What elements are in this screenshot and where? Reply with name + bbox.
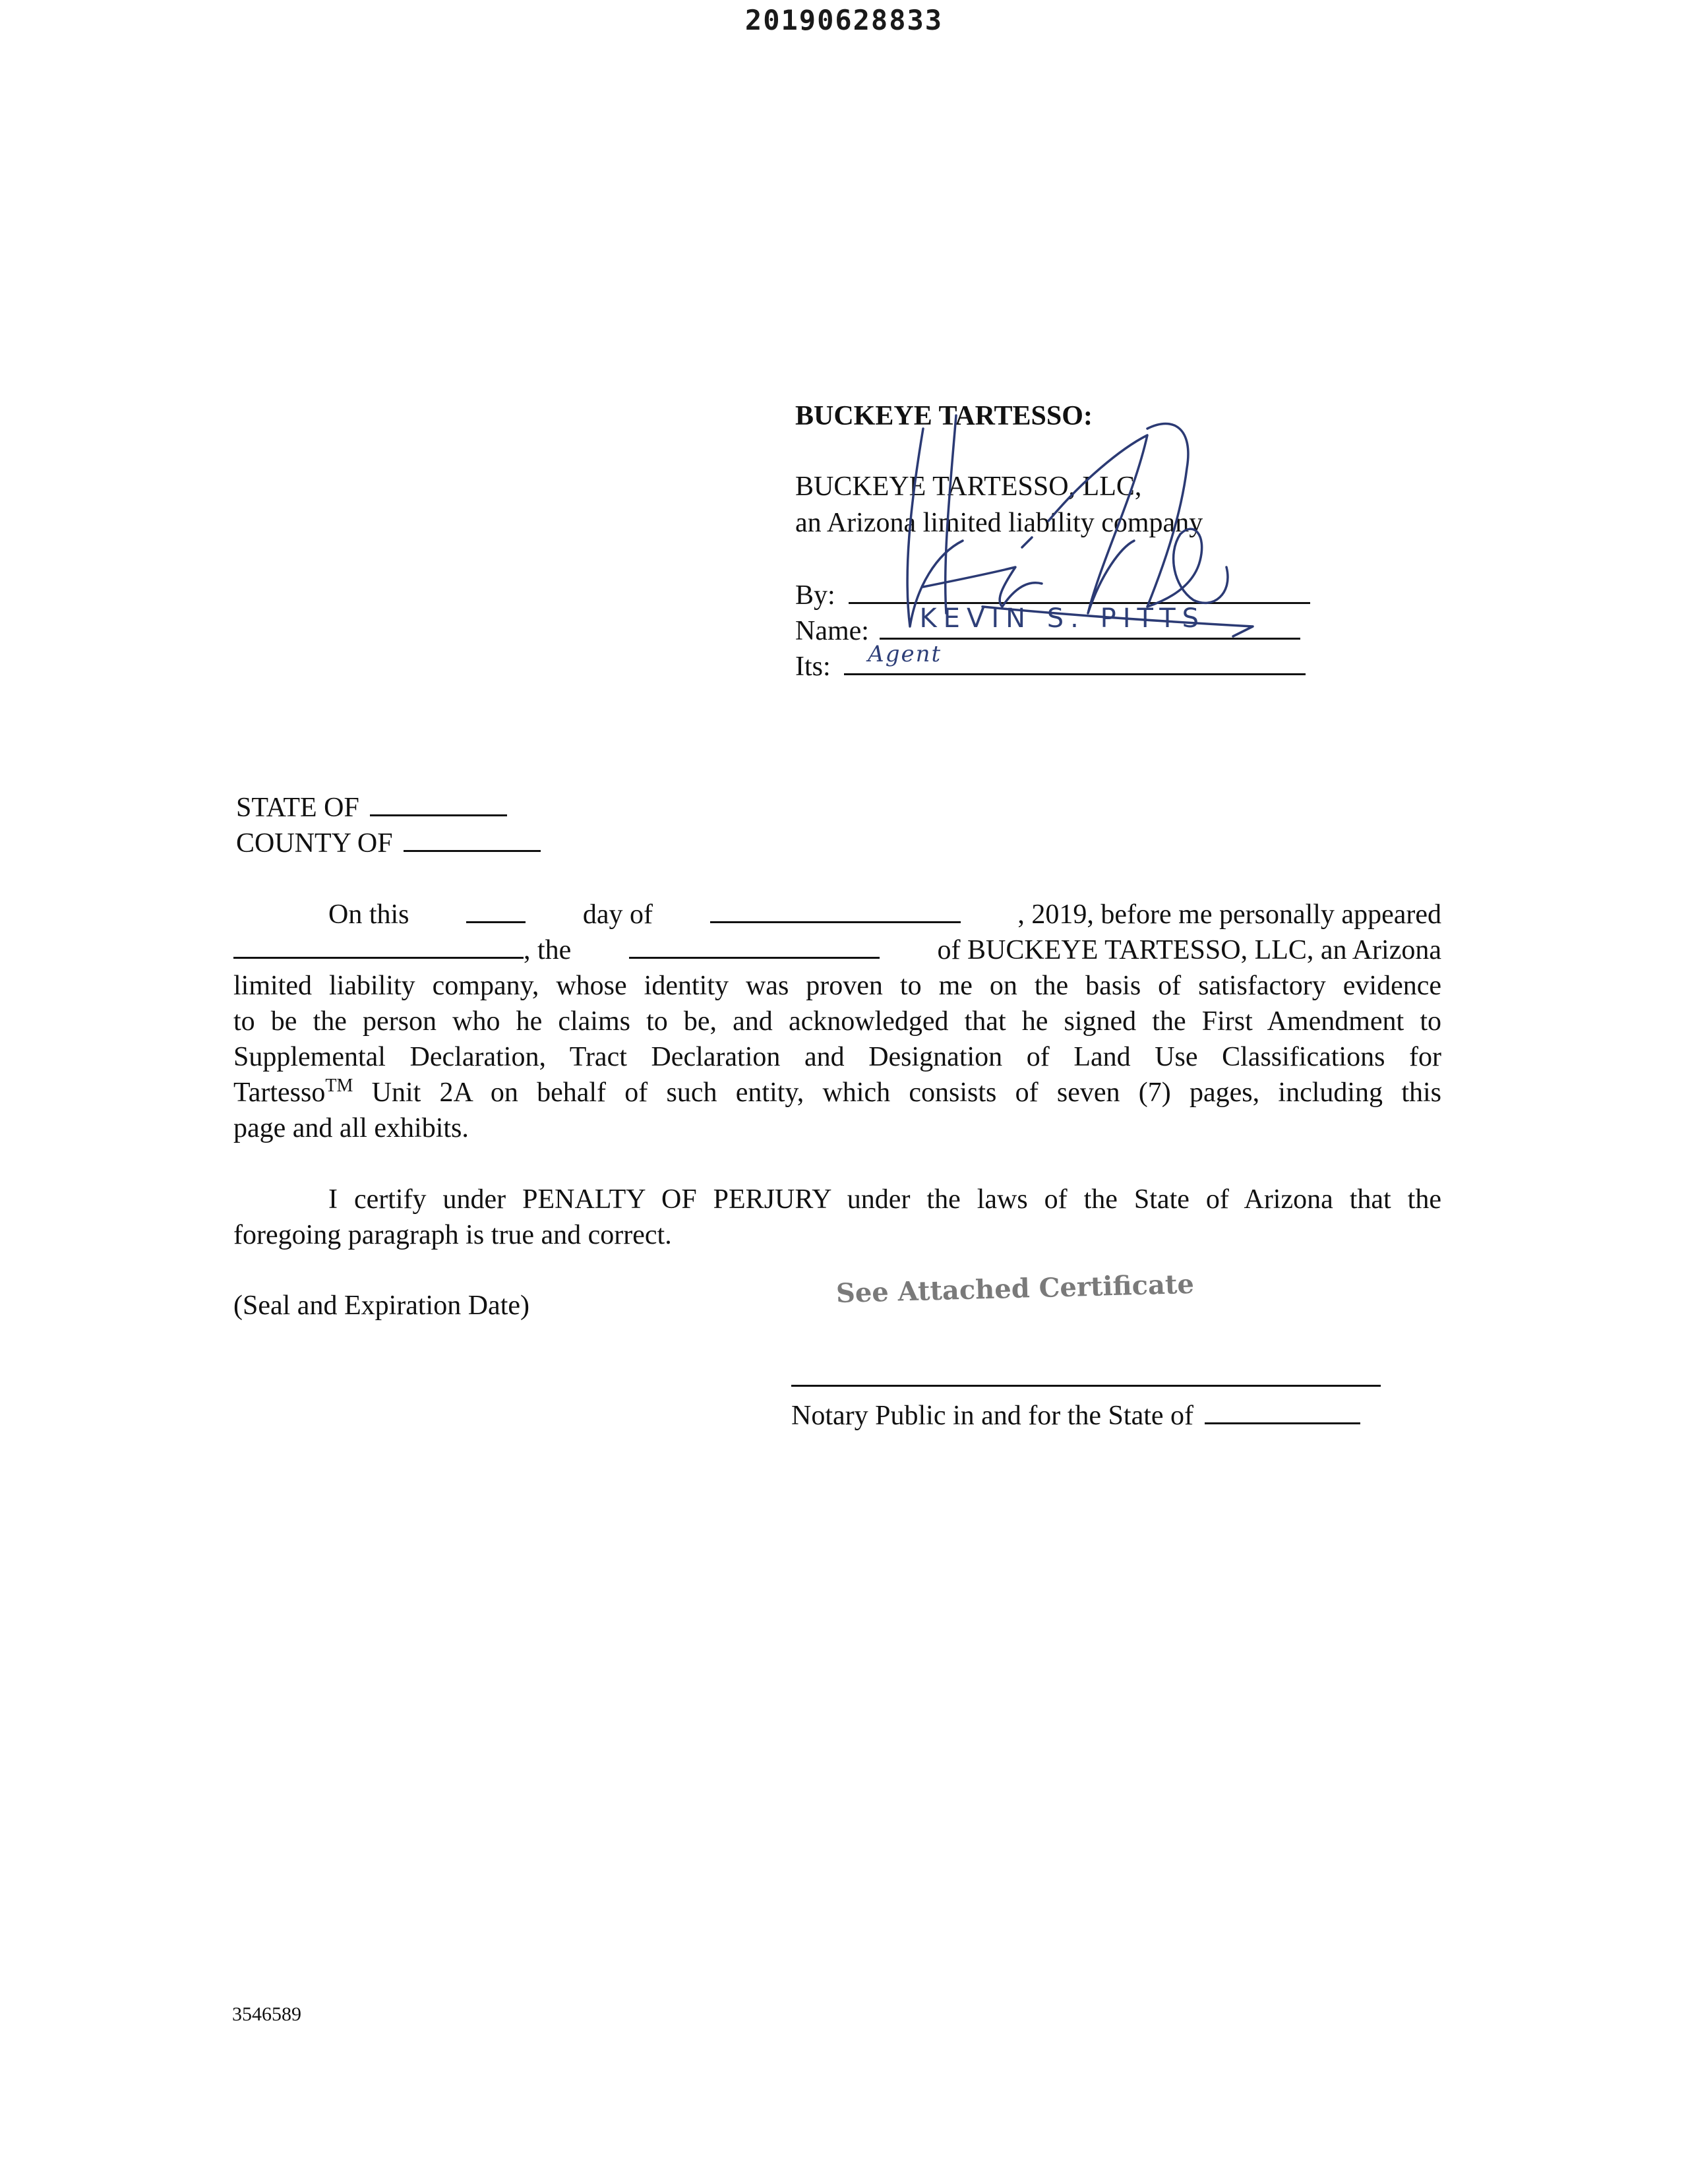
month-blank [710, 897, 961, 923]
appeared-name-blank [233, 933, 524, 959]
its-label: Its: [795, 652, 831, 682]
recording-number: 3546589 [232, 2003, 301, 2025]
entity-name: BUCKEYE TARTESSO, LLC, [795, 471, 1142, 502]
ack-day-of: day of [582, 899, 653, 930]
cert-line-2: foregoing paragraph is true and correct. [233, 1220, 672, 1250]
trademark-symbol: TM [325, 1076, 353, 1096]
notary-signature-line [791, 1385, 1381, 1387]
ack-line-6-rest: Unit 2A on behalf of such entity, which consists of seven (7) pages, including this [353, 1077, 1441, 1108]
its-handwritten: Agent [868, 641, 942, 667]
notary-label: Notary Public in and for the State of [791, 1401, 1194, 1431]
title-blank [629, 933, 880, 959]
notary-state-blank [1205, 1399, 1360, 1424]
county-line [236, 826, 541, 861]
entity-description: an Arizona limited liability company [795, 508, 1203, 538]
name-label: Name: [795, 616, 869, 646]
seal-label: (Seal and Expiration Date) [233, 1290, 529, 1321]
ack-tartesso: Tartesso [233, 1077, 326, 1108]
ack-year: , 2019, before me personally appeared [1017, 899, 1441, 930]
cert-line-1: I certify under PENALTY OF PERJURY under the laws of the State of Arizona that the [328, 1184, 1441, 1215]
document-number: 20190628833 [744, 4, 944, 36]
ack-line-4: to be the person who he claims to be, and acknowledged that he signed the First Amendment to [233, 1006, 1441, 1037]
ack-line-3: limited liability company, whose identity was proven to me on the basis of satisfactory evidence [233, 971, 1441, 1001]
state-blank [370, 791, 507, 816]
acknowledgment-paragraph [233, 897, 1441, 1146]
county-label: COUNTY OF [236, 828, 393, 859]
name-field [880, 603, 1300, 640]
its-line [795, 641, 1306, 684]
name-handwritten: KEVIN S. PITTS [919, 603, 1206, 634]
state-line [236, 790, 507, 826]
certification-paragraph [233, 1182, 1441, 1253]
ack-line-6 [233, 1075, 1441, 1110]
ack-appeared-group [233, 932, 571, 968]
entity-heading: BUCKEYE TARTESSO: [795, 401, 1093, 431]
its-field [844, 641, 1306, 675]
by-label: By: [795, 580, 835, 611]
ack-the: , the [524, 935, 572, 965]
ack-line-7: page and all exhibits. [233, 1113, 469, 1143]
ack-on-this: On this [328, 899, 409, 930]
ack-line-1 [233, 897, 1441, 932]
ack-line-5: Supplemental Declaration, Tract Declaration and Designation of Land Use Classifications for [233, 1042, 1441, 1072]
state-label: STATE OF [236, 793, 359, 823]
signature-line [849, 577, 1310, 604]
ack-of-company: of BUCKEYE TARTESSO, LLC, an Arizona [937, 935, 1441, 965]
day-blank [466, 897, 526, 923]
attached-certificate-stamp: See Attached Certificate [835, 1268, 1195, 1309]
ack-line-2 [233, 932, 1441, 968]
notary-line [791, 1398, 1360, 1434]
county-blank [404, 826, 541, 852]
